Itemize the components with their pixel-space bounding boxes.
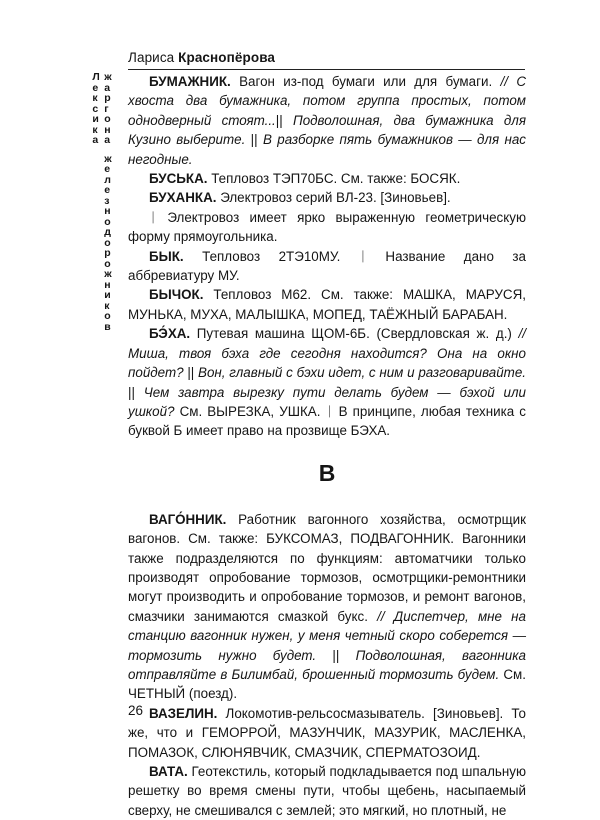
entry-definition: ᛁ Электровоз имеет ярко выраженную геометрическую форму прямоугольника.	[128, 209, 526, 245]
entry-headword: БЫК.	[149, 248, 184, 264]
entry-headword: БУХАНКА.	[149, 190, 217, 206]
sidebar-word: Л е к с и к а	[92, 71, 100, 146]
usage-example: В разборке пять бумажников — для нас негодные.	[128, 132, 527, 167]
dictionary-entry	[128, 762, 526, 820]
entry-definition: Тепловоз ТЭП70БС. См. также: БОСЯК.	[207, 171, 461, 187]
entry-headword: ВАЗЕЛИН.	[149, 705, 218, 721]
usage-example: Чем завтра вырезку пути делать будем — бэхой или ушкой?	[128, 384, 526, 419]
author-last-name: Краснопёрова	[178, 50, 276, 65]
entry-definition: См. ВЫРЕЗКА, УШКА. ᛁ В принципе, любая техника с буквой Б имеет право на прозвище БЭХА.	[128, 403, 526, 439]
entry-headword: ВАТА.	[149, 764, 188, 779]
dictionary-entry	[128, 285, 526, 324]
dictionary-entry	[128, 72, 526, 169]
entry-definition: Тепловоз 2ТЭ10МУ. ᛁ Название дано за аббревиатуру МУ.	[128, 248, 526, 284]
usage-example: Подволошная, вагонника отправляйте в Билимбай, брошенный тормозить будем.	[128, 647, 527, 682]
entry-definition: Тепловоз М62. См. также: МАШКА, МАРУСЯ, МУНЬКА, МУХА, МАЛЫШКА, МОПЕД, ТАЁЖНЫЙ БАРАБАН.	[128, 287, 526, 322]
entry-headword: БУМАЖНИК.	[149, 74, 231, 89]
entry-definition: Электровоз серий ВЛ-23. [Зиновьев].	[216, 190, 451, 206]
entries-letter-b	[128, 72, 526, 441]
entry-definition: Геотекстиль, который подкладывается под шпальную решетку во время смены пути, чтобы щебень, насыпаемый сверху, не смешивался с землей; это мягкий, но плотный, не	[128, 764, 526, 818]
entry-headword: БЭ́ХА.	[149, 326, 191, 342]
sidebar-column	[103, 72, 113, 332]
dictionary-entry	[128, 510, 526, 704]
usage-example: // Миша, твоя бэха где сегодня находится? Она на окно пойдет?	[128, 326, 526, 381]
sidebar-word: ж е л е з н о д о р о ж н и к о в	[104, 152, 112, 333]
dictionary-entry	[128, 704, 526, 762]
sidebar-word: ж а р г о н а	[104, 71, 112, 146]
entry-definition: См. ЧЕТНЫЙ (поезд).	[128, 666, 526, 702]
entry-definition: Локомотив-рельсосмазыватель. [Зиновьев]. То же, что и ГЕМОРРОЙ, МАЗУНЧИК, МАЗУРИК, МАСЛЕНКА, ПОМАЗОК, СЛЮНЯВЧИК, СМАЗЧИК, СПЕРМАТОЗОИД.	[128, 705, 526, 760]
entry-definition: ||	[275, 112, 293, 128]
dictionary-entry	[128, 247, 526, 286]
entry-definition: ||	[128, 384, 144, 400]
entry-definition: Путевая машина ЩОМ-6Б. (Свердловская ж. д.)	[190, 326, 519, 342]
entry-definition: Работник вагонного хозяйства, осмотрщик вагонов. См. также: БУКСОМАЗ, ПОДВАГОННИК. Вагонники также подразделяются по функциям: автоматчики только производят опробование тормозов, осмотрщики-ремонтники могут производить и опробование тормозов, и ремонт вагонов, смазчики занимаются смазкой букс.	[128, 511, 526, 624]
dictionary-entry	[128, 188, 526, 207]
entry-headword: БУСЬКА.	[149, 171, 208, 187]
section-letter: В	[318, 459, 336, 486]
dictionary-text	[128, 72, 526, 820]
entry-definition: ||	[183, 365, 199, 381]
entry-definition: ||	[245, 132, 263, 148]
dictionary-entry	[128, 208, 526, 247]
dictionary-entry	[128, 169, 526, 188]
entry-definition: ||	[316, 647, 356, 663]
entries-letter-v	[128, 510, 526, 820]
vertical-section-title	[91, 72, 113, 332]
entry-headword: БЫЧОК.	[149, 287, 204, 303]
usage-example: Вон, главный с бэхи идет, с ним и разговаривайте.	[198, 365, 526, 381]
dictionary-entry	[128, 324, 526, 440]
entry-definition: Вагон из-под бумаги или для бумаги.	[230, 74, 501, 89]
author-first-name: Лариса	[128, 50, 175, 65]
page-number: 26	[128, 703, 144, 718]
usage-example: // С хвоста два бумажника, потом группа простых, потом однодверный стоят...	[128, 74, 526, 128]
usage-example: Подволошная, два бумажника для Кузино выберите.	[128, 112, 527, 148]
sidebar-column	[91, 72, 101, 332]
header-rule	[128, 69, 525, 70]
usage-example: // Диспетчер, мне на станцию вагонник нужен, у меня четный скоро соберется — тормозить нужно будет.	[128, 608, 526, 663]
entry-headword: ВАГО́ННИК.	[149, 511, 227, 527]
running-header-author	[128, 50, 275, 65]
